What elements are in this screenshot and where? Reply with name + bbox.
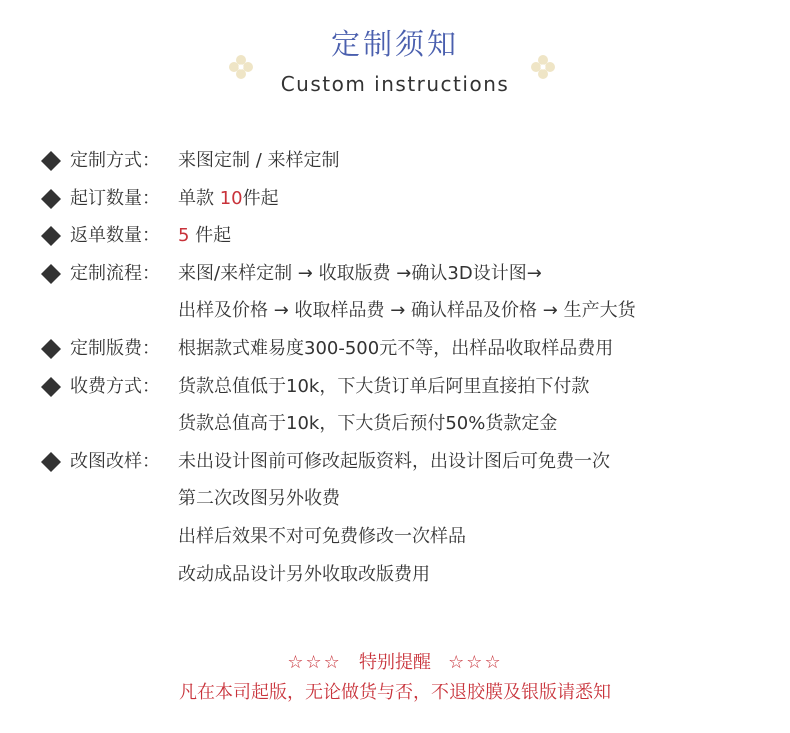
highlight-number: 5 (178, 225, 190, 247)
instruction-line (40, 522, 770, 560)
item-label: 返单数量： (70, 225, 160, 247)
item-label: 定制版费： (70, 337, 160, 359)
item-content (178, 409, 557, 439)
item-content (178, 259, 542, 289)
page-title-cn: 定制须知 (330, 27, 459, 61)
instruction-line (40, 447, 770, 485)
diamond-bullet-icon (40, 338, 62, 360)
reminder-title: 特别提醒 (359, 652, 431, 673)
instruction-line (40, 484, 770, 522)
item-text: 货款总值低于10k，下大货订单后阿里直接拍下付款 (178, 375, 590, 397)
instruction-line (40, 409, 770, 447)
item-label: 起订数量： (70, 187, 160, 209)
item-text: 来图定制 / 来样定制 (178, 150, 340, 171)
item-text: 单款 (178, 187, 220, 209)
instruction-line (40, 184, 770, 222)
item-text: 第二次改图另外收费 (178, 488, 340, 510)
instruction-line (40, 221, 770, 259)
diamond-bullet-icon (40, 225, 62, 247)
flower-icon (228, 54, 254, 80)
item-label: 改图改样： (70, 450, 160, 472)
instruction-list (40, 146, 770, 597)
item-text: 来图/来样定制 → 收取版费 →确认3D设计图→ (178, 262, 542, 284)
item-text: 未出设计图前可修改起版资料，出设计图后可免费一次 (178, 450, 610, 472)
item-text: 改动成品设计另外收取改版费用 (178, 563, 430, 585)
item-content (178, 221, 231, 251)
item-text: 根据款式难易度300-500元不等，出样品收取样品费用 (178, 337, 614, 359)
diamond-bullet-icon (40, 376, 62, 398)
item-content (178, 184, 279, 214)
item-text: 出样及价格 → 收取样品费 → 确认样品及价格 → 生产大货 (178, 300, 636, 322)
instruction-line (40, 146, 770, 184)
instruction-line (40, 334, 770, 372)
instruction-line (40, 259, 770, 297)
item-content (178, 334, 613, 364)
reminder-text: 凡在本司起版，无论做货与否，不退胶膜及银版请悉知 (179, 682, 611, 703)
item-content (178, 372, 589, 402)
item-content (178, 522, 466, 552)
instruction-line (40, 560, 770, 598)
item-text: 货款总值高于10k，下大货后预付50%货款定金 (178, 413, 558, 435)
item-label: 定制方式： (70, 150, 160, 171)
item-text: 件起 (242, 187, 279, 209)
item-label: 定制流程： (70, 262, 160, 284)
item-content (178, 484, 340, 514)
diamond-bullet-icon (40, 263, 62, 285)
diamond-bullet-icon (40, 150, 62, 172)
instruction-line (40, 372, 770, 410)
item-text: 出样后效果不对可免费修改一次样品 (178, 525, 466, 547)
item-text: 件起 (189, 225, 232, 247)
instruction-line (40, 296, 770, 334)
star-icon: ☆☆☆ (448, 652, 503, 673)
item-label: 收费方式： (70, 375, 160, 397)
star-icon: ☆☆☆ (287, 652, 342, 673)
flower-icon (530, 54, 556, 80)
page-title-en: Custom instructions (280, 72, 510, 96)
item-content (178, 296, 636, 326)
diamond-bullet-icon (40, 188, 62, 210)
item-content (178, 146, 340, 176)
special-reminder-title (0, 648, 790, 674)
item-content (178, 447, 610, 477)
highlight-number: 10 (219, 187, 243, 209)
diamond-bullet-icon (40, 451, 62, 473)
item-content (178, 560, 430, 590)
